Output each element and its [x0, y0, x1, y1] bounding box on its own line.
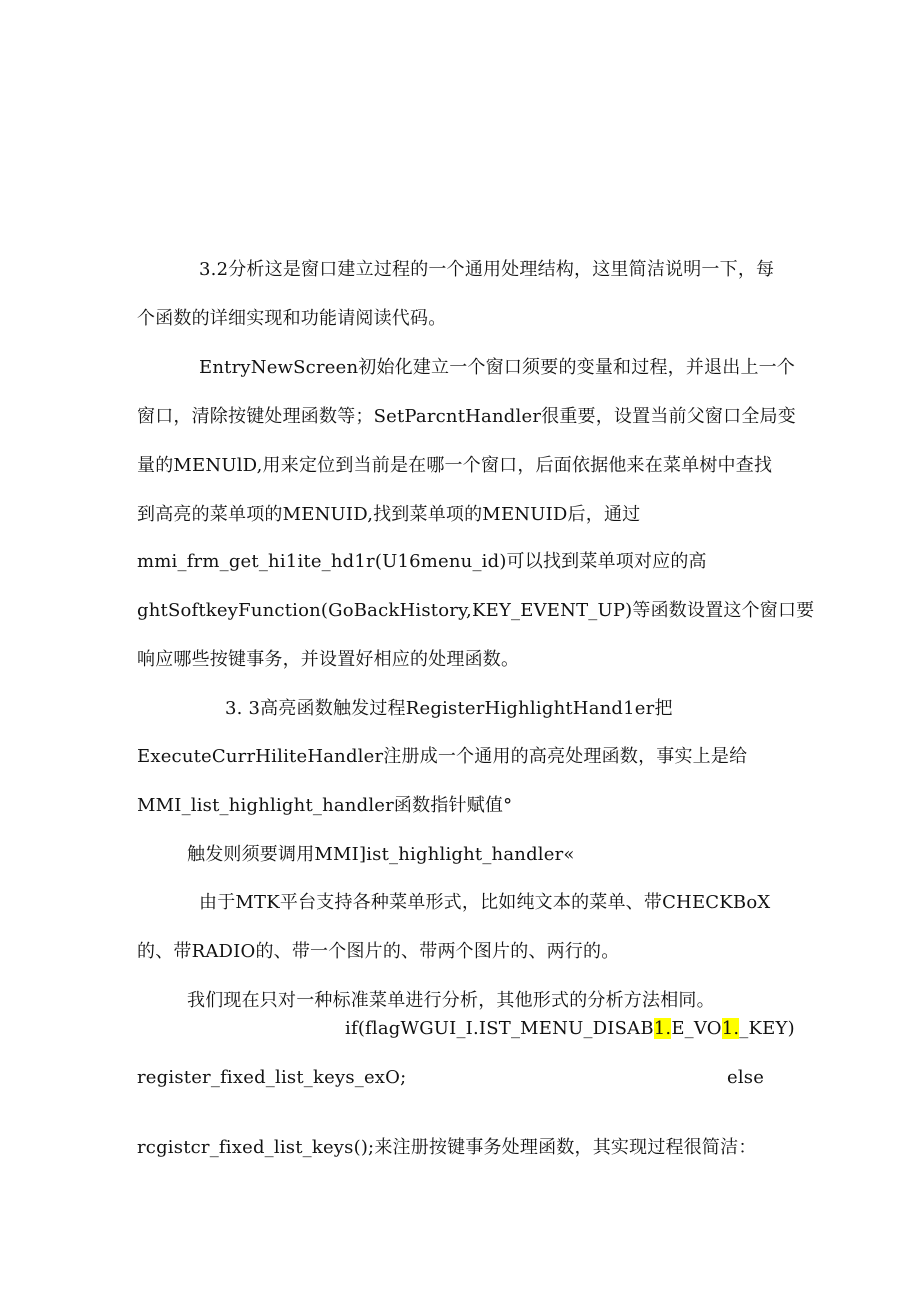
para-3-3-line-3: MMI_list_highlight_handler函数指针赋值° [137, 795, 513, 816]
para-entry-line-2: 窗口，清除按键处理函数等；SetParcntHandler很重要，设置当前父窗口全局变 [137, 406, 796, 427]
para-3-2-line-2: 个函数的详细实现和功能请阅读代码。 [137, 308, 447, 329]
highlight-mark-2: 1. [721, 1018, 740, 1039]
para-mtk-line-1: 由于MTK平台支持各种菜单形式，比如纯文本的菜单、带CHECKBoX [199, 892, 771, 913]
code-if-part-a: if(flagWGUI_I.IST_MENU_DISAB [345, 1018, 654, 1039]
para-trigger: 触发则须要调用MMI]ist_highlight_handler« [187, 844, 575, 865]
code-if-part-e: _KEY) [739, 1018, 795, 1039]
para-entry-line-6: ghtSoftkeyFunction(GoBackHistory,KEY_EVENT_UP)等函数设置这个窗口要 [137, 600, 815, 621]
para-3-3-line-1: 3. 3高亮函数触发过程RegisterHighlightHand1er把 [225, 698, 673, 719]
para-entry-line-4: 到高亮的菜单项的MENUID,找到菜单项的MENUID后，通过 [137, 504, 641, 525]
para-entry-line-1: EntryNewScreen初始化建立一个窗口须要的变量和过程，并退出上一个 [199, 357, 796, 378]
para-standard-menu: 我们现在只对一种标准菜单进行分析，其他形式的分析方法相同。 [187, 990, 715, 1011]
para-entry-line-7: 响应哪些按键事务，并设置好相应的处理函数。 [137, 649, 520, 670]
para-entry-line-5: mmi_frm_get_hi1ite_hd1r(U16menu_id)可以找到菜单项对应的高 [137, 551, 707, 572]
para-3-3-line-2: ExecuteCurrHiliteHandler注册成一个通用的高亮处理函数，事实上是给 [137, 746, 748, 767]
para-3-2-line-1: 3.2分析这是窗口建立过程的一个通用处理结构，这里简洁说明一下，每 [199, 259, 775, 280]
para-entry-line-3: 量的MENUlD,用来定位到当前是在哪一个窗口，后面依据他来在菜单树中查找 [137, 455, 773, 476]
code-if-line [345, 1017, 795, 1041]
code-register-line: rcgistcr_fixed_list_keys();来注册按键事务处理函数，其实现过程很简洁： [137, 1137, 757, 1158]
highlight-mark-1: 1. [653, 1018, 672, 1039]
code-else: else [727, 1067, 765, 1088]
para-mtk-line-2: 的、带RADIO的、带一个图片的、带两个图片的、两行的。 [137, 941, 620, 962]
code-if-part-c: E_VO [671, 1018, 722, 1039]
code-register-ex: register_fixed_list_keys_exO; [137, 1067, 407, 1088]
